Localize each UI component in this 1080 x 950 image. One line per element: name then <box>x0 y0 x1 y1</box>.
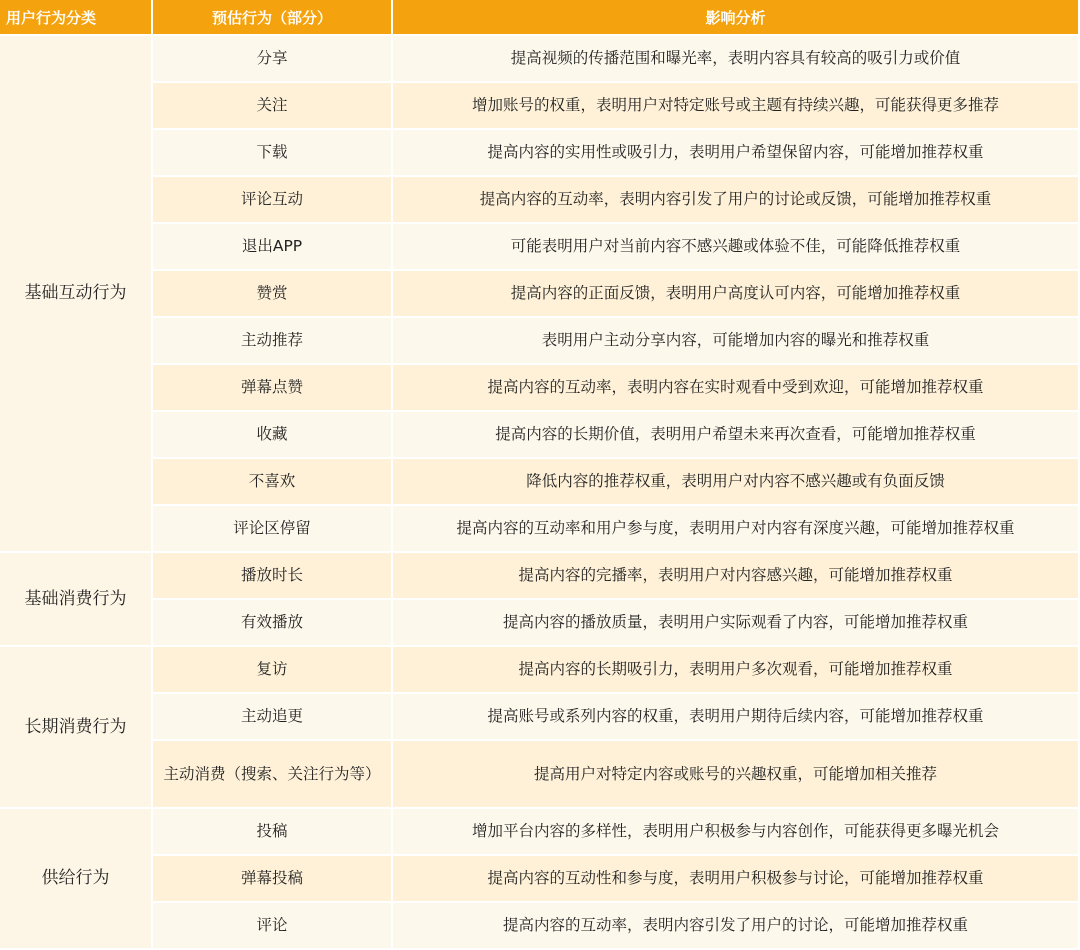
analysis-cell: 提高内容的互动性和参与度，表明用户积极参与讨论，可能增加推荐权重 <box>393 856 1080 903</box>
behavior-cell: 关注 <box>153 83 393 130</box>
table-row <box>0 130 1080 177</box>
table-header-row <box>0 0 1080 36</box>
behavior-cell: 评论 <box>153 903 393 950</box>
analysis-cell: 提高视频的传播范围和曝光率，表明内容具有较高的吸引力或价值 <box>393 36 1080 83</box>
table-row <box>0 553 1080 600</box>
table-row <box>0 177 1080 224</box>
header-behavior: 预估行为（部分） <box>153 0 393 36</box>
behavior-cell: 复访 <box>153 647 393 694</box>
table-row <box>0 506 1080 553</box>
table-row <box>0 365 1080 412</box>
behavior-cell: 下载 <box>153 130 393 177</box>
analysis-cell: 降低内容的推荐权重，表明用户对内容不感兴趣或有负面反馈 <box>393 459 1080 506</box>
table-row <box>0 809 1080 856</box>
analysis-cell: 提高内容的完播率，表明用户对内容感兴趣，可能增加推荐权重 <box>393 553 1080 600</box>
analysis-cell: 增加账号的权重，表明用户对特定账号或主题有持续兴趣，可能获得更多推荐 <box>393 83 1080 130</box>
table-row <box>0 83 1080 130</box>
header-analysis: 影响分析 <box>393 0 1080 36</box>
analysis-cell: 提高内容的播放质量，表明用户实际观看了内容，可能增加推荐权重 <box>393 600 1080 647</box>
behavior-cell: 有效播放 <box>153 600 393 647</box>
table-row <box>0 903 1080 950</box>
table-row <box>0 224 1080 271</box>
analysis-cell: 提高内容的互动率，表明内容引发了用户的讨论，可能增加推荐权重 <box>393 903 1080 950</box>
table-row <box>0 459 1080 506</box>
analysis-cell: 提高内容的互动率和用户参与度，表明用户对内容有深度兴趣，可能增加推荐权重 <box>393 506 1080 553</box>
behavior-cell: 弹幕点赞 <box>153 365 393 412</box>
category-cell: 长期消费行为 <box>0 647 153 809</box>
analysis-cell: 增加平台内容的多样性，表明用户积极参与内容创作，可能获得更多曝光机会 <box>393 809 1080 856</box>
behavior-cell: 收藏 <box>153 412 393 459</box>
category-cell: 供给行为 <box>0 809 153 950</box>
behavior-cell: 主动消费（搜索、关注行为等） <box>153 741 393 809</box>
behavior-cell: 主动推荐 <box>153 318 393 365</box>
behavior-cell: 主动追更 <box>153 694 393 741</box>
behavior-cell: 弹幕投稿 <box>153 856 393 903</box>
header-category: 用户行为分类 <box>0 0 153 36</box>
analysis-cell: 提高内容的正面反馈，表明用户高度认可内容，可能增加推荐权重 <box>393 271 1080 318</box>
table-row <box>0 412 1080 459</box>
table-row <box>0 271 1080 318</box>
behavior-cell: 播放时长 <box>153 553 393 600</box>
table-row <box>0 36 1080 83</box>
table-row <box>0 647 1080 694</box>
analysis-cell: 提高用户对特定内容或账号的兴趣权重，可能增加相关推荐 <box>393 741 1080 809</box>
analysis-cell: 提高内容的长期吸引力，表明用户多次观看，可能增加推荐权重 <box>393 647 1080 694</box>
behavior-cell: 不喜欢 <box>153 459 393 506</box>
table-row <box>0 694 1080 741</box>
analysis-cell: 可能表明用户对当前内容不感兴趣或体验不佳，可能降低推荐权重 <box>393 224 1080 271</box>
category-cell: 基础消费行为 <box>0 553 153 647</box>
table-row <box>0 600 1080 647</box>
analysis-cell: 提高内容的实用性或吸引力，表明用户希望保留内容，可能增加推荐权重 <box>393 130 1080 177</box>
behavior-cell: 评论区停留 <box>153 506 393 553</box>
table-row <box>0 741 1080 809</box>
analysis-cell: 提高账号或系列内容的权重，表明用户期待后续内容，可能增加推荐权重 <box>393 694 1080 741</box>
behavior-cell: 退出APP <box>153 224 393 271</box>
table-row <box>0 856 1080 903</box>
analysis-cell: 提高内容的长期价值，表明用户希望未来再次查看，可能增加推荐权重 <box>393 412 1080 459</box>
behavior-cell: 赞赏 <box>153 271 393 318</box>
behavior-cell: 投稿 <box>153 809 393 856</box>
analysis-cell: 提高内容的互动率，表明内容在实时观看中受到欢迎，可能增加推荐权重 <box>393 365 1080 412</box>
analysis-cell: 表明用户主动分享内容，可能增加内容的曝光和推荐权重 <box>393 318 1080 365</box>
analysis-cell: 提高内容的互动率，表明内容引发了用户的讨论或反馈，可能增加推荐权重 <box>393 177 1080 224</box>
behavior-cell: 评论互动 <box>153 177 393 224</box>
behavior-cell: 分享 <box>153 36 393 83</box>
category-cell: 基础互动行为 <box>0 36 153 553</box>
table-row <box>0 318 1080 365</box>
